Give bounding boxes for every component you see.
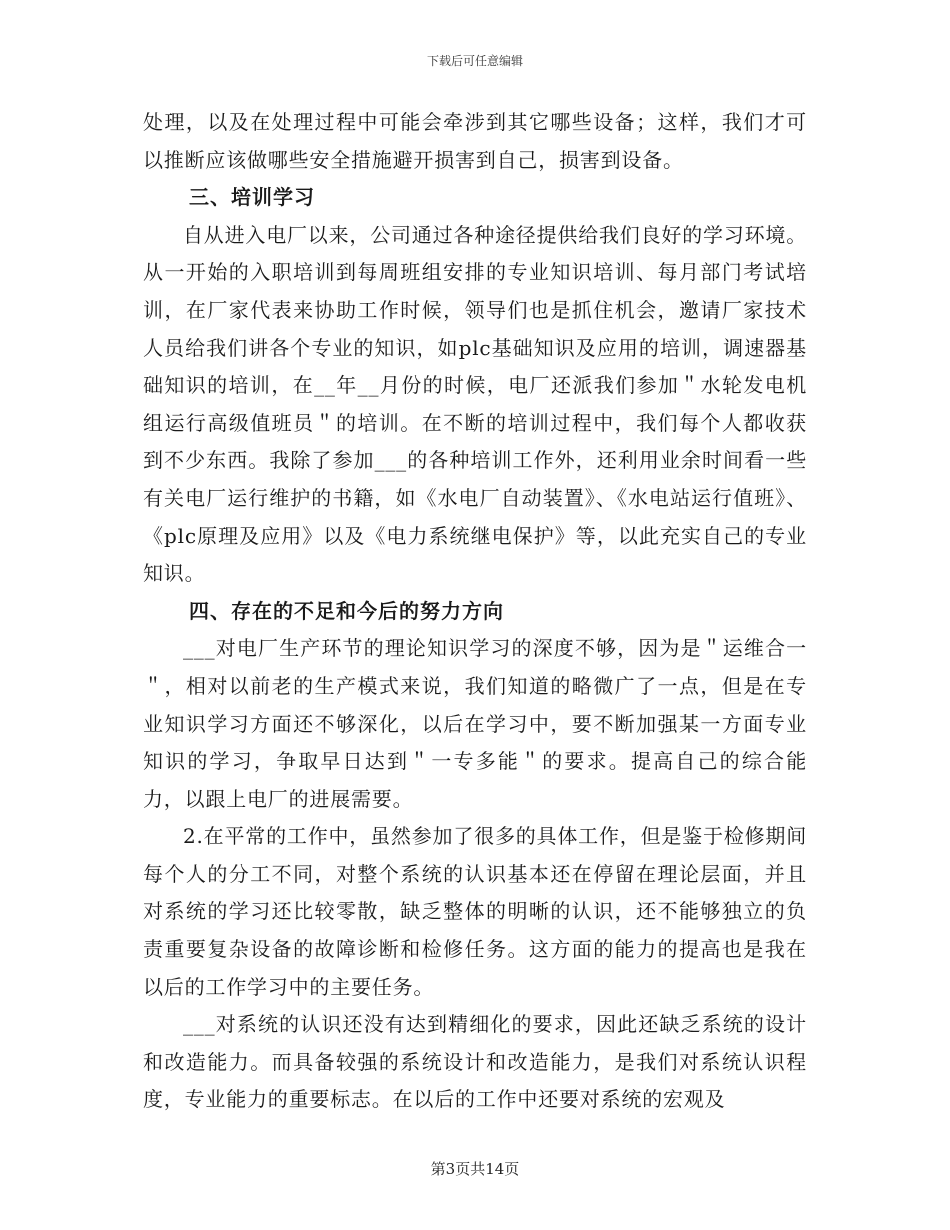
paragraph-shortcoming-1: ___对电厂生产环节的理论知识学习的深度不够，因为是＂运维合一＂，相对以前老的生产模式来说，我们知道的略微广了一点，但是在专业知识学习方面还不够深化，以后在学习中，要不断加强某一方面专业知识的学习，争取早日达到＂一专多能＂的要求。提高自己的综合能力，以跟上电厂的进展需要。 bbox=[143, 636, 807, 811]
section-heading-training: 三、培训学习 bbox=[189, 185, 315, 210]
paragraph-continuation: 处理，以及在处理过程中可能会牵涉到其它哪些设备；这样，我们才可以推断应该做哪些安全措施避开损害到自己，损害到设备。 bbox=[143, 110, 807, 172]
page-number: 第3页共14页 bbox=[430, 1160, 520, 1178]
page-header: 下载后可任意编辑 bbox=[426, 54, 523, 68]
paragraph-training: 自从进入电厂以来，公司通过各种途径提供给我们良好的学习环境。从一开始的入职培训到每周班组安排的专业知识培训、每月部门考试培训，在厂家代表来协助工作时候，领导们也是抓住机会，邀请厂家技术人员给我们讲各个专业的知识，如plc基础知识及应用的培训，调速器基础知识的培训，在__年__月份的时候，电厂还派我们参加＂水轮发电机组运行高级值班员＂的培训。在不断的培训过程中，我们每个人都收获到不少东西。我除了参加___的各种培训工作外，还利用业余时间看一些有关电厂运行维护的书籍，如《水电厂自动装置》、《水电站运行值班》、《plc原理及应用》以及《电力系统继电保护》等，以此充实自己的专业知识。 bbox=[143, 222, 807, 586]
document-body bbox=[143, 104, 807, 1119]
paragraph-shortcoming-2: 2.在平常的工作中，虽然参加了很多的具体工作，但是鉴于检修期间每个人的分工不同，对整个系统的认识基本还在停留在理论层面，并且对系统的学习还比较零散，缺乏整体的明晰的认识，还不能够独立的负责重要复杂设备的故障诊断和检修任务。这方面的能力的提高也是我在以后的工作学习中的主要任务。 bbox=[143, 824, 807, 999]
paragraph-shortcoming-3: ___对系统的认识还没有达到精细化的要求，因此还缺乏系统的设计和改造能力。而具备较强的系统设计和改造能力，是我们对系统认识程度，专业能力的重要标志。在以后的工作中还要对系统的宏观及 bbox=[143, 1012, 807, 1112]
section-heading-shortcomings: 四、存在的不足和今后的努力方向 bbox=[189, 598, 504, 623]
